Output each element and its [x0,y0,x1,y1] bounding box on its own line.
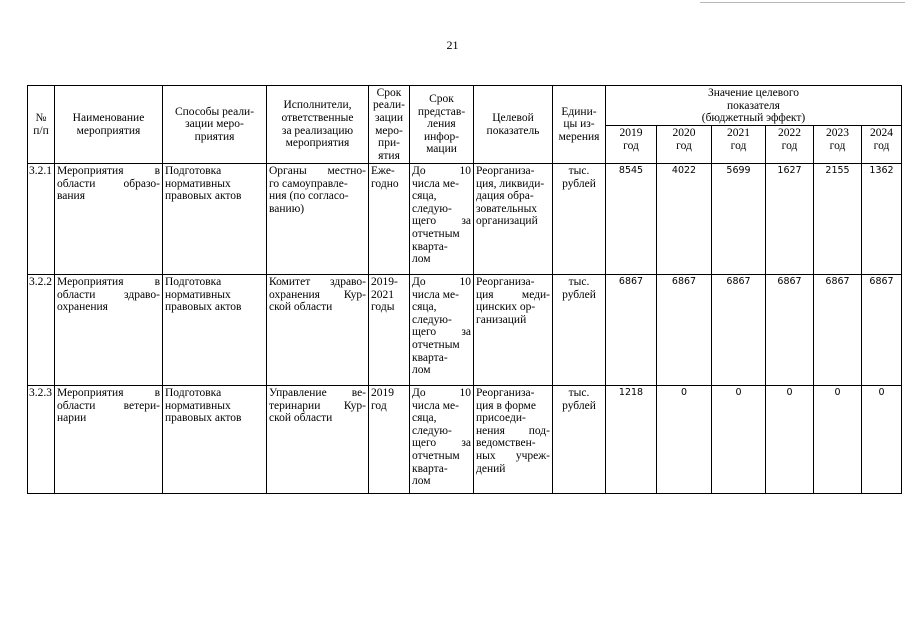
indicator-line: ция в форме [476,399,536,412]
header-value-group: Значение целевого показателя (бюджетный эффект) [606,86,902,126]
report-line: сяца, [412,301,437,314]
cell-num: 3.2.2 [28,275,55,386]
cell-indicator [474,164,553,275]
report-line: числа ме- [412,177,459,190]
cell-report [410,164,474,275]
units-line: рублей [562,177,596,190]
indicator-line: ция меди- [476,288,550,301]
indicator-line: ных учреж- [476,449,550,462]
executors-line: Органы местно- [269,165,366,177]
indicator-line: присоеди- [476,412,526,425]
cell-name [55,386,163,494]
report-line: кварта- [412,351,448,364]
header-executors: Исполнители, ответственные за реализацию мероприятия [267,86,369,164]
report-line: кварта- [412,462,448,475]
header-name: Наименование мероприятия [55,86,163,164]
units-line: тыс. [568,387,590,399]
measures-table [27,85,902,494]
header-num: № п/п [28,86,55,164]
cell-methods [163,386,267,494]
indicator-line: нения под- [476,424,550,437]
methods-line: правовых актов [165,412,242,425]
report-line: сяца, [412,190,437,203]
cell-indicator [474,275,553,386]
methods-line: Подготовка [165,276,222,288]
cell-report [410,386,474,494]
header-methods: Способы реали- зации меро- приятия [163,86,267,164]
cell-value-2020: 4022 [657,164,712,275]
indicator-line: дений [476,462,506,475]
executors-line: ской области [269,412,333,425]
report-line: лом [412,364,431,377]
report-line: числа ме- [412,288,459,301]
term-line: 2019- [371,276,398,288]
table-row [28,386,902,494]
units-line: рублей [562,288,596,301]
report-line: числа ме- [412,399,459,412]
report-line: щего за [412,437,471,450]
cell-value-2021: 0 [712,386,766,494]
cell-num: 3.2.1 [28,164,55,275]
header-year-2019: 2019 год [606,126,657,164]
cell-name [55,164,163,275]
top-edge-line [700,2,905,3]
units-line: тыс. [568,276,590,288]
executors-line: ванию) [269,202,305,215]
methods-line: правовых актов [165,301,242,314]
report-line: щего за [412,326,471,339]
units-line: рублей [562,399,596,412]
cell-value-2020: 0 [657,386,712,494]
cell-indicator [474,386,553,494]
report-line: отчетным [412,449,460,462]
name-line: Мероприятия в [57,165,160,177]
report-line: отчетным [412,227,460,240]
cell-value-2019: 8545 [606,164,657,275]
executors-line: Комитет здраво- [269,276,366,288]
executors-line: теринарии Кур- [269,399,366,412]
indicator-line: дация обра- [476,190,534,203]
name-line: области образо- [57,177,160,190]
cell-methods [163,275,267,386]
indicator-line: Реорганиза- [476,165,535,177]
header-report: Срок представ- ления инфор- мации [410,86,474,164]
indicator-line: ведомствен- [476,437,536,450]
report-line: сяца, [412,412,437,425]
header-units: Едини- цы из- мерения [553,86,606,164]
cell-units [553,164,606,275]
header-year-2022: 2022 год [766,126,814,164]
name-line: области ветери- [57,399,160,412]
report-line: следую- [412,424,452,437]
term-line: Еже- [371,165,395,177]
cell-name [55,275,163,386]
table-row [28,275,902,386]
header-term: Срок реали- зации меро- при- ятия [369,86,410,164]
cell-value-2023: 2155 [814,164,862,275]
report-line: лом [412,253,431,266]
term-line: 2021 [371,288,394,301]
cell-value-2024: 6867 [862,275,902,386]
cell-value-2022: 1627 [766,164,814,275]
page-number: 21 [446,38,459,52]
name-line: Мероприятия в [57,276,160,288]
name-line: нарии [57,412,87,425]
executors-line: ния (по согласо- [269,190,349,203]
report-line: следую- [412,202,452,215]
name-line: области здраво- [57,288,160,301]
cell-value-2019: 1218 [606,386,657,494]
cell-executors [267,386,369,494]
cell-value-2020: 6867 [657,275,712,386]
header-year-2024: 2024 год [862,126,902,164]
indicator-line: зовательных [476,202,538,215]
indicator-line: ция, ликвиди- [476,177,545,190]
cell-num: 3.2.3 [28,386,55,494]
table-row [28,164,902,275]
cell-report [410,275,474,386]
cell-term [369,386,410,494]
table-body [28,164,902,494]
cell-value-2024: 1362 [862,164,902,275]
cell-value-2023: 6867 [814,275,862,386]
header-indicator: Целевой показатель [474,86,553,164]
cell-executors [267,164,369,275]
methods-line: правовых актов [165,190,242,203]
executors-line: го самоуправле- [269,177,348,190]
cell-methods [163,164,267,275]
cell-term [369,275,410,386]
methods-line: Подготовка [165,165,222,177]
report-line: До 10 [412,276,471,288]
header-year-2023: 2023 год [814,126,862,164]
cell-value-2021: 6867 [712,275,766,386]
executors-line: охранения Кур- [269,288,366,301]
cell-value-2022: 0 [766,386,814,494]
report-line: следую- [412,313,452,326]
indicator-line: цинских ор- [476,301,536,314]
term-line: 2019 [371,387,394,399]
report-line: отчетным [412,338,460,351]
report-line: лом [412,475,431,488]
cell-units [553,386,606,494]
executors-line: ской области [269,301,333,314]
methods-line: нормативных [165,288,231,301]
cell-value-2022: 6867 [766,275,814,386]
indicator-line: Реорганиза- [476,387,535,399]
header-year-2021: 2021 год [712,126,766,164]
methods-line: нормативных [165,399,231,412]
report-line: щего за [412,215,471,228]
cell-units [553,275,606,386]
cell-term [369,164,410,275]
report-line: До 10 [412,165,471,177]
indicator-line: организаций [476,215,538,228]
report-line: кварта- [412,240,448,253]
methods-line: Подготовка [165,387,222,399]
term-line: годно [371,177,399,190]
header-year-2020: 2020 год [657,126,712,164]
report-line: До 10 [412,387,471,399]
methods-line: нормативных [165,177,231,190]
term-line: годы [371,301,395,314]
cell-value-2019: 6867 [606,275,657,386]
indicator-line: Реорганиза- [476,276,535,288]
units-line: тыс. [568,165,590,177]
indicator-line: ганизаций [476,313,527,326]
name-line: охранения [57,301,108,314]
cell-executors [267,275,369,386]
name-line: Мероприятия в [57,387,160,399]
cell-value-2021: 5699 [712,164,766,275]
cell-value-2023: 0 [814,386,862,494]
cell-value-2024: 0 [862,386,902,494]
term-line: год [371,399,387,412]
executors-line: Управление ве- [269,387,366,399]
name-line: вания [57,190,85,203]
